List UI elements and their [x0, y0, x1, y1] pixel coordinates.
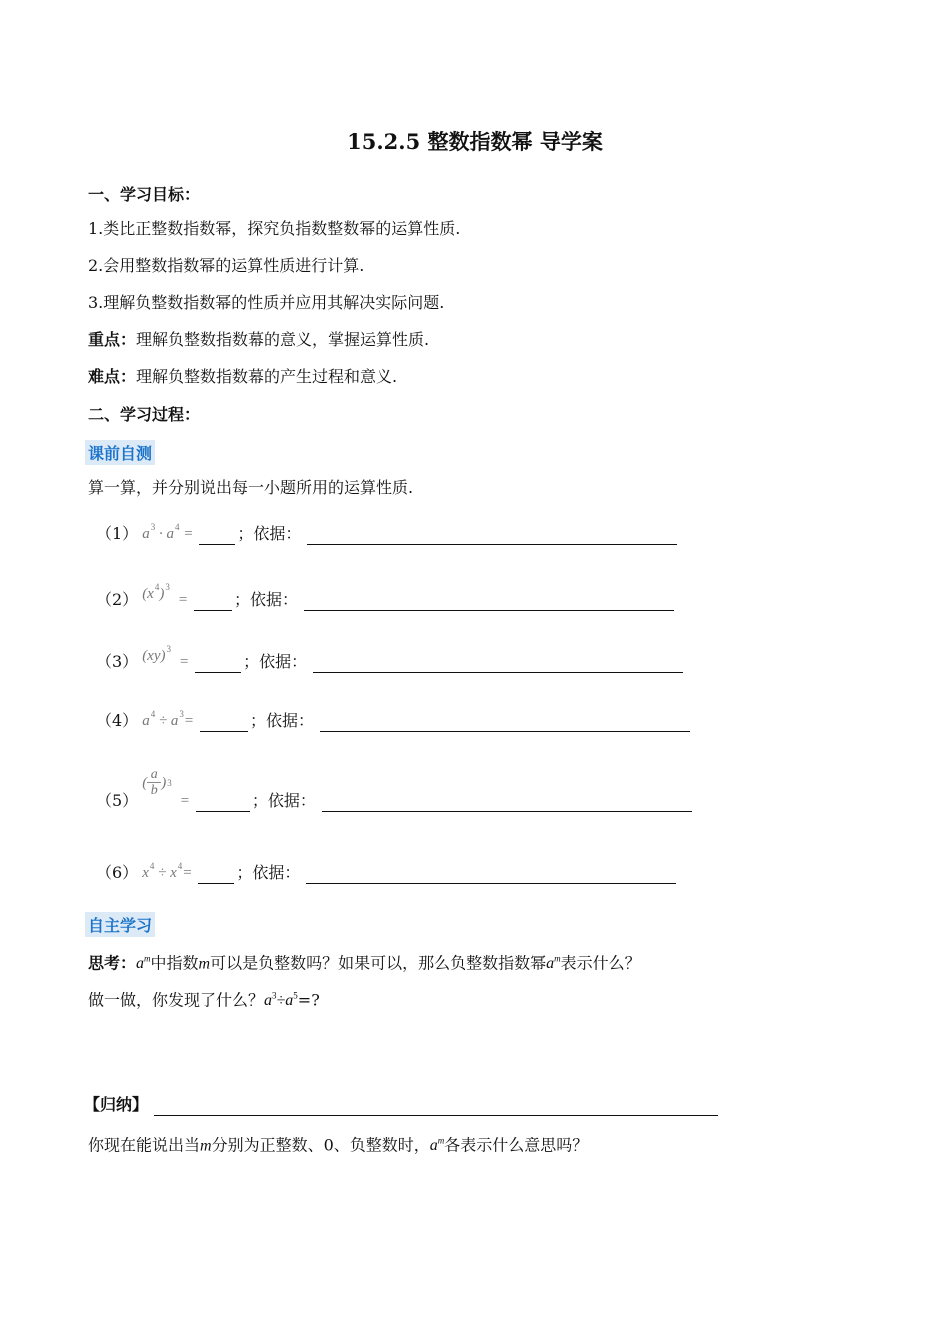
answer-blank[interactable] — [194, 593, 232, 611]
section-process-heading: 二、学习过程： — [88, 405, 201, 424]
final-text-3: 各表示什么意思吗？ — [444, 1135, 589, 1155]
variable-m: m — [200, 1137, 212, 1155]
summary-line — [84, 1094, 718, 1116]
question-number: （4） — [96, 711, 139, 730]
math-a-power-m: $a^m$ — [546, 954, 561, 973]
key-text: 理解负整数指数幕的意义，掌握运算性质. — [136, 330, 430, 349]
math-division: $a^3\div a^5$ — [264, 991, 298, 1010]
math-expression: $x^4 \div x^4=$ — [142, 861, 193, 881]
answer-blank[interactable] — [198, 866, 234, 884]
question-2 — [96, 582, 674, 611]
question-4 — [96, 703, 690, 732]
math-a-power-m: $a^m$ — [136, 954, 151, 973]
basis-input-line[interactable] — [313, 655, 683, 673]
math-expression: ( $\frac{a}{b}$ ) 3 — [142, 767, 172, 798]
think-text-3: 表示什么？ — [560, 953, 641, 973]
difficulty-point — [88, 366, 397, 388]
goal-3: 3.理解负整数指数幂的性质并应用其解决实际问题. — [88, 293, 445, 312]
basis-input-line[interactable] — [306, 866, 676, 884]
key-point — [88, 329, 429, 351]
basis-label: ；依据： — [243, 652, 308, 671]
basis-input-line[interactable] — [304, 593, 674, 611]
basis-input-line[interactable] — [307, 527, 677, 545]
fraction: $\frac{a}{b}$ — [147, 767, 161, 798]
think-question — [88, 948, 641, 975]
question-6 — [96, 855, 676, 884]
section-goals-heading: 一、学习目标： — [88, 185, 201, 204]
basis-label: ；依据： — [237, 524, 302, 543]
key-label: 重点： — [88, 330, 137, 349]
variable-m: m — [198, 955, 211, 973]
basis-label: ；依据： — [251, 791, 316, 810]
final-text-2: 分别为正整数、0、负整数时， — [211, 1135, 430, 1155]
question-number: （1） — [96, 524, 139, 543]
tag-pretest: 课前自测 — [85, 440, 155, 465]
difficulty-text: 理解负整数指数幕的产生过程和意义. — [136, 367, 398, 386]
math-expression: $(x^4)^3$ — [142, 582, 170, 602]
answer-blank[interactable] — [195, 655, 241, 673]
equals-sign: = — [177, 592, 188, 608]
math-a-power-m: $a^m$ — [429, 1136, 445, 1155]
basis-label: ；依据： — [233, 590, 298, 609]
summary-input-line[interactable] — [154, 1098, 718, 1116]
page-title: 15.2.5 整数指数幂 导学案 — [347, 129, 603, 154]
difficulty-label: 难点： — [88, 367, 137, 386]
equals-sign: = — [179, 654, 190, 670]
pretest-intro: 算一算，并分别说出每一小题所用的运算性质. — [88, 478, 414, 497]
do-it-text: 做一做，你发现了什么？ — [88, 990, 265, 1010]
basis-label: ；依据： — [236, 863, 301, 882]
question-1 — [96, 516, 677, 545]
tag-self-study: 自主学习 — [85, 912, 155, 937]
do-it-expression: =? — [297, 990, 320, 1010]
question-number: （5） — [96, 791, 139, 810]
do-it-line — [88, 985, 320, 1012]
basis-input-line[interactable] — [322, 794, 692, 812]
question-number: （2） — [96, 590, 139, 609]
math-expression: (xy)$^3$ — [142, 644, 171, 664]
question-5 — [96, 762, 692, 812]
answer-blank[interactable] — [199, 527, 235, 545]
answer-blank[interactable] — [196, 794, 250, 812]
final-text-1: 你现在能说出当 — [88, 1135, 201, 1155]
goal-1: 1.类比正整数指数幂，探究负指数整数幂的运算性质. — [88, 219, 461, 238]
equals-sign: = — [179, 793, 190, 809]
question-number: （6） — [96, 863, 139, 882]
question-number: （3） — [96, 652, 139, 671]
math-expression: $a^3 \cdot a^4$ = — [142, 522, 194, 542]
final-question — [88, 1130, 588, 1157]
math-expression: $a^4 \div a^3=$ — [142, 709, 195, 729]
summary-label: 【归纳】 — [84, 1095, 149, 1114]
think-text-1: 中指数 — [150, 953, 199, 973]
think-label: 思考： — [88, 953, 137, 973]
question-3 — [96, 644, 683, 673]
basis-label: ；依据： — [250, 711, 315, 730]
goal-2: 2.会用整数指数幂的运算性质进行计算. — [88, 256, 365, 275]
think-text-2: 可以是负整数吗？如果可以，那么负整数指数幂 — [210, 953, 547, 973]
answer-blank[interactable] — [200, 714, 248, 732]
basis-input-line[interactable] — [320, 714, 690, 732]
